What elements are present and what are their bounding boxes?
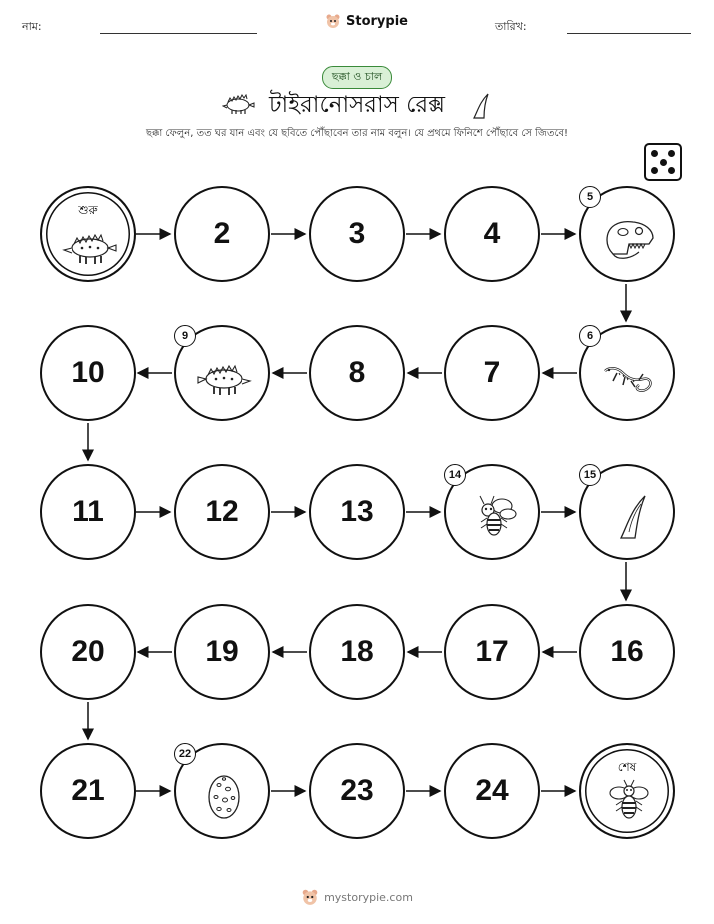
end-label: শেষ — [617, 760, 637, 774]
cell-17[interactable] — [444, 604, 540, 700]
cell-number: 24 — [475, 774, 509, 807]
footer — [0, 888, 714, 906]
bee-icon — [464, 488, 524, 544]
cell-number: 2 — [213, 217, 231, 250]
ankylosaurus-icon — [194, 349, 254, 405]
cell-badge: 5 — [579, 186, 601, 208]
cell-number: 10 — [71, 356, 105, 389]
cell-22[interactable] — [174, 743, 270, 839]
footer-url[interactable]: mystorypie.com — [324, 890, 413, 904]
cell-8[interactable] — [309, 325, 405, 421]
cell-2[interactable] — [174, 186, 270, 282]
cell-number: 12 — [205, 495, 239, 528]
date-label: তারিখ: — [495, 20, 527, 33]
cell-badge: 15 — [579, 464, 601, 486]
cell-badge: 22 — [174, 743, 196, 765]
cell-5[interactable] — [579, 186, 675, 282]
cell-15[interactable] — [579, 464, 675, 560]
instructions: ছক্কা ফেলুন, তত ঘর যান এবং যে ছবিতে পৌঁছাবেন তার নাম বলুন। যে প্রথমে ফিনিশে পৌঁছাবে সে জিতবে! — [145, 128, 569, 139]
cell-16[interactable] — [579, 604, 675, 700]
cell-6[interactable] — [579, 325, 675, 421]
cell-23[interactable] — [309, 743, 405, 839]
cell-number: 19 — [205, 635, 239, 668]
cell-10[interactable] — [40, 325, 136, 421]
cell-21[interactable] — [40, 743, 136, 839]
cell-18[interactable] — [309, 604, 405, 700]
cell-24[interactable] — [444, 743, 540, 839]
game-type-tag: ছক্কা ও চাল — [322, 66, 392, 89]
cell-number: 21 — [71, 774, 105, 807]
cell-end[interactable] — [579, 743, 675, 839]
cell-number: 13 — [340, 495, 374, 528]
cell-start[interactable] — [40, 186, 136, 282]
cell-12[interactable] — [174, 464, 270, 560]
cell-3[interactable] — [309, 186, 405, 282]
cell-number: 16 — [610, 635, 644, 668]
dino-egg-icon — [194, 767, 254, 823]
cell-19[interactable] — [174, 604, 270, 700]
cell-number: 3 — [348, 217, 366, 250]
cell-9[interactable] — [174, 325, 270, 421]
bear-logo-icon — [301, 888, 319, 906]
cell-number: 23 — [340, 774, 374, 807]
trex-skull-icon — [599, 210, 659, 266]
cell-4[interactable] — [444, 186, 540, 282]
cell-number: 11 — [72, 495, 104, 528]
cell-number: 7 — [483, 356, 501, 389]
cell-number: 20 — [71, 635, 105, 668]
claw-icon — [599, 488, 659, 544]
cell-badge: 9 — [174, 325, 196, 347]
ankylosaurus-icon — [60, 220, 120, 276]
brand-name: Storypie — [346, 13, 408, 29]
cell-14[interactable] — [444, 464, 540, 560]
cell-number: 18 — [340, 635, 374, 668]
name-label: নাম: — [22, 20, 42, 33]
cell-number: 17 — [475, 635, 509, 668]
cell-7[interactable] — [444, 325, 540, 421]
cell-badge: 6 — [579, 325, 601, 347]
cell-11[interactable] — [40, 464, 136, 560]
start-label: শুরু — [78, 203, 98, 217]
cell-13[interactable] — [309, 464, 405, 560]
bee-icon — [599, 777, 659, 833]
page-title: টাইরানোসরাস রেক্স — [268, 92, 446, 118]
cell-20[interactable] — [40, 604, 136, 700]
cell-number: 4 — [483, 217, 501, 250]
lizard-icon — [599, 349, 659, 405]
cell-number: 8 — [348, 356, 366, 389]
cell-badge: 14 — [444, 464, 466, 486]
